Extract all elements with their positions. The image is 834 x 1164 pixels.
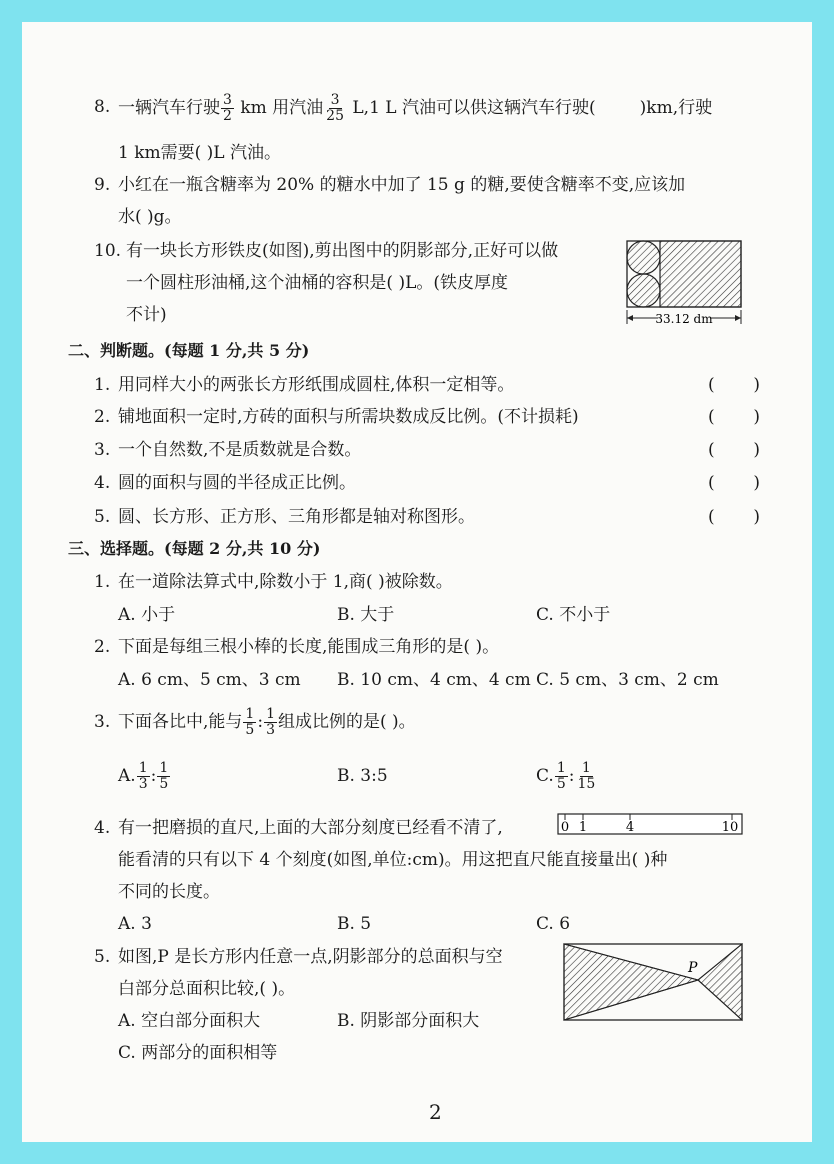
ruler-mark: 10 — [721, 820, 739, 835]
fraction: $\frac{1}{5}$ — [556, 760, 566, 792]
choice-4-line2: 能看清的只有以下 4 个刻度(如图,单位:cm)。用这把直尺能直接量出( )种 — [118, 850, 668, 870]
judge-1-number: 1. — [94, 375, 111, 395]
choice-5-option-a[interactable]: A. 空白部分面积大 — [118, 1011, 261, 1031]
ruler-mark: 1 — [578, 820, 588, 835]
choice-3-option-a[interactable]: A. $\frac{1}{3}$ : $\frac{1}{5}$ — [118, 760, 169, 792]
figure-width-label: 33.12 dm — [655, 312, 713, 326]
choice-1-number: 1. — [94, 572, 111, 592]
q9-number: 9. — [94, 175, 111, 195]
judge-1-text: 用同样大小的两张长方形纸围成圆柱,体积一定相等。 — [118, 375, 515, 395]
choice-2-option-b[interactable]: B. 10 cm、4 cm、4 cm — [337, 670, 531, 690]
choice-3-text: 下面各比中,能与 $\frac{1}{5}$ : $\frac{1}{3}$ 组成比例的是( )。 — [118, 706, 416, 738]
fraction: $\frac{1}{3}$ — [138, 760, 148, 792]
q8-number: 8. — [94, 97, 111, 117]
judge-2-text: 铺地面积一定时,方砖的面积与所需块数成反比例。(不计损耗) — [118, 407, 579, 427]
choice-5-line2: 白部分总面积比较,( )。 — [118, 979, 296, 999]
judge-5-text: 圆、长方形、正方形、三角形都是轴对称图形。 — [118, 507, 475, 527]
fraction: $\frac{3}{2}$ — [223, 92, 232, 124]
judge-3-number: 3. — [94, 440, 111, 460]
choice-5-option-c[interactable]: C. 两部分的面积相等 — [118, 1043, 278, 1063]
judge-5-number: 5. — [94, 507, 111, 527]
q10-number: 10. — [94, 241, 122, 261]
choice-3-option-c[interactable]: C. $\frac{1}{5}$ : $\frac{1}{15}$ — [536, 760, 596, 792]
choice-4-option-a[interactable]: A. 3 — [118, 914, 152, 934]
choice-4-option-c[interactable]: C. 6 — [536, 914, 571, 934]
fraction: $\frac{1}{5}$ — [159, 760, 169, 792]
ruler-mark: 0 — [560, 820, 570, 835]
ruler-mark: 4 — [625, 820, 635, 835]
page-number: 2 — [429, 1100, 442, 1124]
ruler-figure — [556, 810, 746, 838]
choice-3-option-b[interactable]: B. 3:5 — [337, 766, 388, 786]
fraction: $\frac{1}{3}$ — [266, 706, 275, 738]
point-p-label: P — [688, 960, 698, 976]
judge-3-text: 一个自然数,不是质数就是合数。 — [118, 440, 362, 460]
choice-1-text: 在一道除法算式中,除数小于 1,商( )被除数。 — [118, 572, 453, 592]
iron-sheet-figure — [622, 238, 748, 330]
q10-line2: 一个圆柱形油桶,这个油桶的容积是( )L。(铁皮厚度 — [126, 273, 508, 293]
choice-4-line3: 不同的长度。 — [118, 882, 220, 902]
section3-title: 三、选择题。(每题 2 分,共 10 分) — [68, 539, 321, 558]
judge-2-number: 2. — [94, 407, 111, 427]
worksheet-page — [22, 22, 812, 1142]
q8-line2: 1 km需要( )L 汽油。 — [118, 143, 282, 163]
choice-4-number: 4. — [94, 818, 111, 838]
choice-1-option-b[interactable]: B. 大于 — [337, 605, 395, 625]
choice-2-text: 下面是每组三根小棒的长度,能围成三角形的是( )。 — [118, 637, 500, 657]
q9-line2: 水( )g。 — [118, 207, 182, 227]
q10-line3: 不计) — [126, 305, 167, 325]
fraction: $\frac{1}{5}$ — [245, 706, 255, 738]
fraction: $\frac{3}{25}$ — [326, 92, 344, 124]
q10-line1: 有一块长方形铁皮(如图),剪出图中的阴影部分,正好可以做 — [126, 241, 559, 261]
choice-3-number: 3. — [94, 712, 111, 732]
choice-4-line1: 有一把磨损的直尺,上面的大部分刻度已经看不清了, — [118, 818, 503, 838]
choice-2-number: 2. — [94, 637, 111, 657]
q9-line1: 小红在一瓶含糖率为 20% 的糖水中加了 15 g 的糖,要使含糖率不变,应该加 — [118, 175, 686, 195]
choice-1-option-c[interactable]: C. 不小于 — [536, 605, 611, 625]
q8-line1: 一辆汽车行驶 $\frac{3}{2}$ km 用汽油 $\frac{3}{25}$ L,1 L 汽油可以供这辆汽车行驶( )km,行驶 — [118, 92, 713, 124]
choice-5-line1: 如图,P 是长方形内任意一点,阴影部分的总面积与空 — [118, 947, 503, 967]
judge-4-number: 4. — [94, 473, 111, 493]
rectangle-point-figure — [560, 940, 746, 1024]
choice-5-number: 5. — [94, 947, 111, 967]
fraction: $\frac{1}{15}$ — [577, 760, 596, 792]
choice-4-option-b[interactable]: B. 5 — [337, 914, 372, 934]
choice-2-option-a[interactable]: A. 6 cm、5 cm、3 cm — [118, 670, 301, 690]
choice-2-option-c[interactable]: C. 5 cm、3 cm、2 cm — [536, 670, 719, 690]
judge-4-text: 圆的面积与圆的半径成正比例。 — [118, 473, 356, 493]
choice-5-option-b[interactable]: B. 阴影部分面积大 — [337, 1011, 480, 1031]
choice-1-option-a[interactable]: A. 小于 — [118, 605, 176, 625]
section2-title: 二、判断题。(每题 1 分,共 5 分) — [68, 341, 310, 360]
